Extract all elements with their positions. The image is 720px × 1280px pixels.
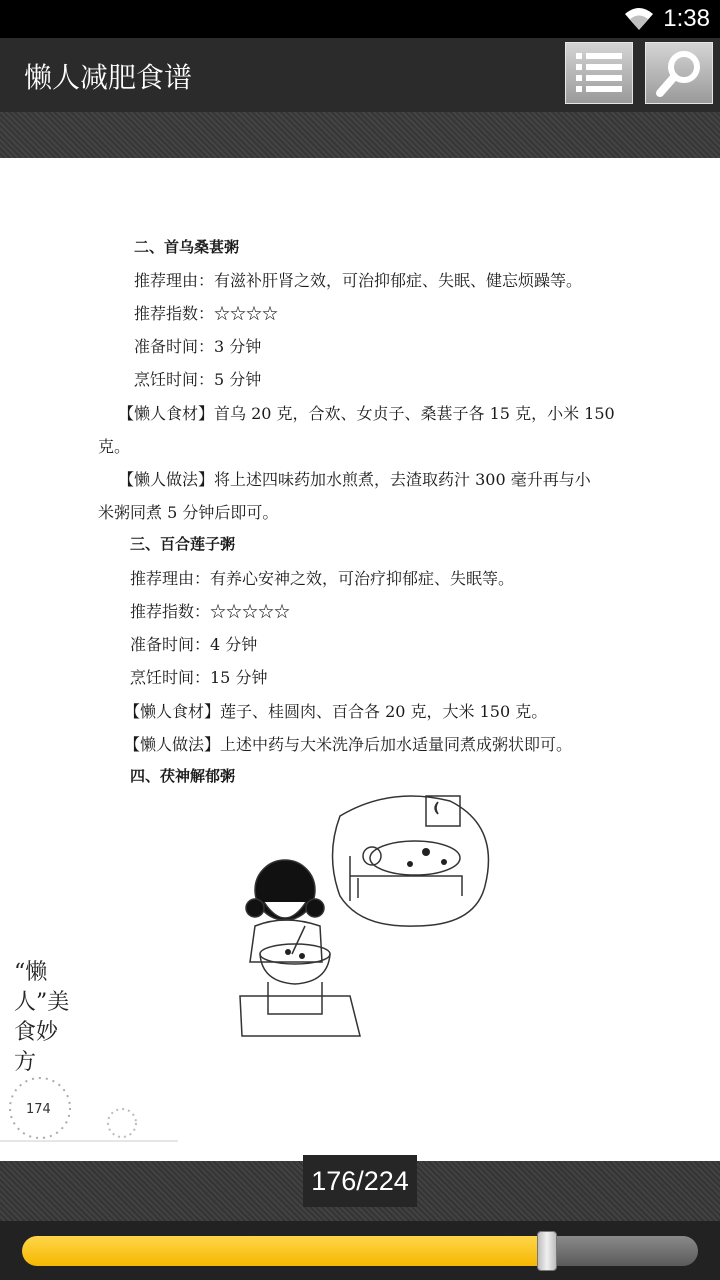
search-button[interactable] (645, 42, 713, 104)
recipe-heading: 三、百合莲子粥 (130, 535, 236, 553)
recipe-heading: 二、首乌桑葚粥 (134, 238, 240, 256)
text-line: 【懒人做法】上述中药与大米洗净后加水适量同煮成粥状即可。 (124, 735, 573, 754)
page-indicator: 176/224 (303, 1155, 417, 1207)
text-line: 烹饪时间：5 分钟 (134, 370, 262, 389)
text-line: 【懒人做法】将上述四味药加水煎煮，去渣取药汁 300 毫升再与小 (118, 470, 591, 489)
wifi-icon (624, 6, 654, 32)
reader-controls (0, 1161, 720, 1280)
status-bar (0, 0, 720, 38)
text-line: 准备时间：4 分钟 (130, 635, 258, 654)
side-art-caption: “懒人”美食妙方 (14, 960, 70, 1075)
status-time: 1:38 (663, 5, 710, 32)
text-line: 【懒人食材】莲子、桂圆肉、百合各 20 克，大米 150 克。 (124, 702, 548, 721)
header-divider (0, 112, 720, 158)
text-line: 推荐理由：有滋补肝肾之效，可治抑郁症、失眠、健忘烦躁等。 (134, 271, 583, 290)
text-line: 准备时间：3 分钟 (134, 337, 262, 356)
text-line: 推荐指数：☆☆☆☆☆ (130, 602, 291, 621)
text-line: 烹饪时间：15 分钟 (130, 668, 268, 687)
seekbar-progress (22, 1236, 547, 1266)
seekbar-thumb[interactable] (537, 1231, 557, 1271)
printed-page-number: 174 (26, 1102, 51, 1117)
menu-button[interactable] (565, 42, 633, 104)
text-line: 米粥同煮 5 分钟后即可。 (98, 503, 279, 522)
text-line: 推荐理由：有养心安神之效，可治疗抑郁症、失眠等。 (130, 569, 515, 588)
cooking-illustration (200, 786, 500, 1056)
recipe-heading: 四、茯神解郁粥 (130, 767, 236, 785)
list-icon (566, 43, 632, 103)
book-page[interactable] (0, 158, 720, 1161)
page-seekbar[interactable] (22, 1236, 698, 1266)
text-line: 【懒人食材】首乌 20 克，合欢、女贞子、桑葚子各 15 克，小米 150 (118, 404, 615, 423)
app-toolbar (0, 38, 720, 112)
app-title: 懒人减肥食谱 (24, 61, 193, 94)
text-line: 推荐指数：☆☆☆☆ (134, 304, 279, 323)
search-icon (646, 43, 712, 103)
text-line: 克。 (98, 437, 131, 456)
